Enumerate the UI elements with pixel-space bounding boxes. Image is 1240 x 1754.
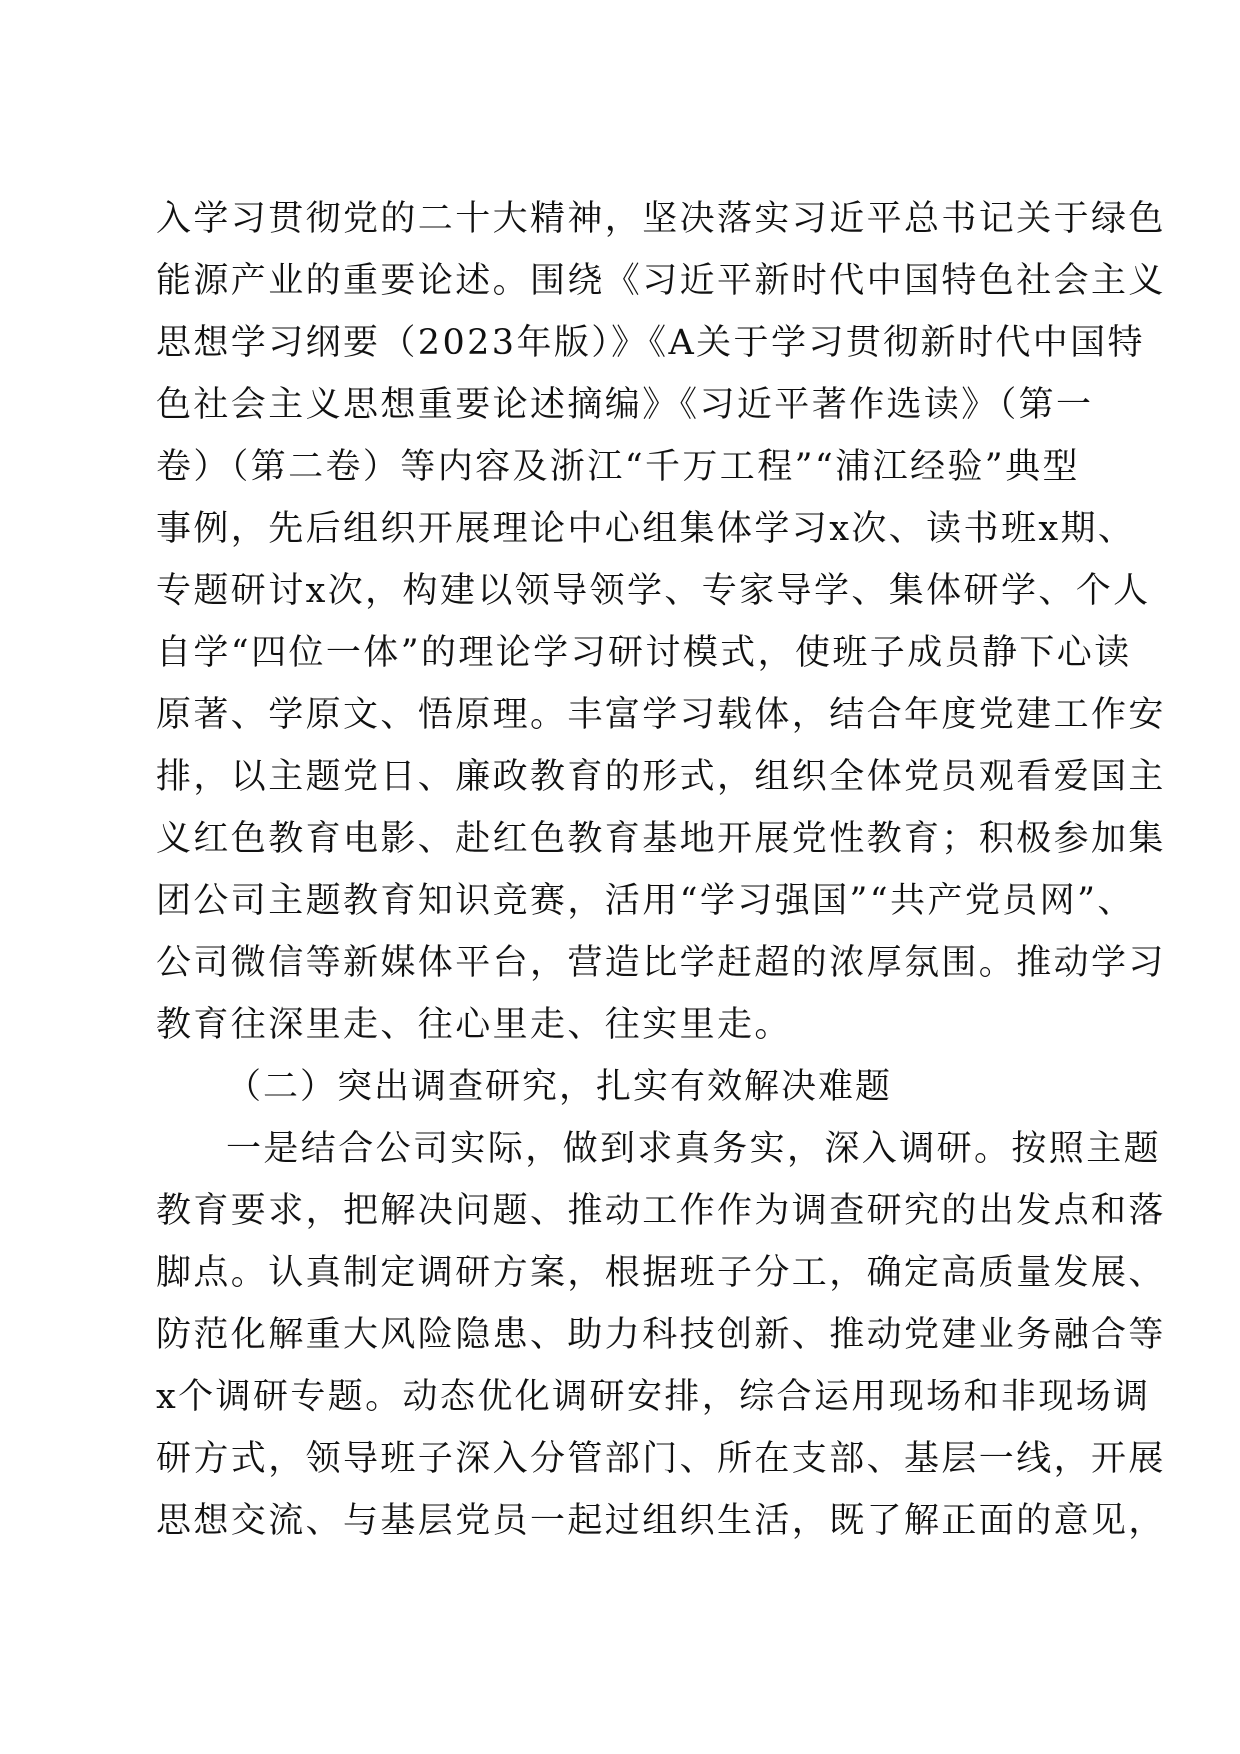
- text-line: 入学习贯彻党的二十大精神，坚决落实习近平总书记关于绿色: [156, 199, 1166, 239]
- text-line: 教育要求，把解决问题、推动工作作为调查研究的出发点和落: [156, 1191, 1166, 1231]
- text-line: 防范化解重大风险隐患、助力科技创新、推动党建业务融合等: [156, 1315, 1166, 1355]
- text-line: 能源产业的重要论述。围绕《习近平新时代中国特色社会主义: [156, 261, 1166, 301]
- text-line: 专题研讨x次，构建以领导领学、专家导学、集体研学、个人: [156, 571, 1151, 611]
- document-body: [156, 188, 1166, 1552]
- text-line: 自学“四位一体”的理论学习研讨模式，使班子成员静下心读: [156, 633, 1132, 673]
- text-line: 原著、学原文、悟原理。丰富学习载体，结合年度党建工作安: [156, 695, 1166, 735]
- text-line: 色社会主义思想重要论述摘编》《习近平著作选读》（第一: [156, 385, 1094, 425]
- text-line: 研方式，领导班子深入分管部门、所在支部、基层一线，开展: [156, 1439, 1166, 1479]
- text-line: x个调研专题。动态优化调研安排，综合运用现场和非现场调: [156, 1377, 1151, 1417]
- text-line: 排，以主题党日、廉政教育的形式，组织全体党员观看爱国主: [156, 757, 1166, 797]
- section-heading: （二）突出调查研究，扎实有效解决难题: [226, 1067, 893, 1107]
- text-line: 卷）（第二卷）等内容及浙江“千万工程”“浦江经验”典型: [156, 447, 1080, 487]
- text-line: 思想交流、与基层党员一起过组织生活，既了解正面的意见，: [156, 1501, 1166, 1541]
- text-line: 团公司主题教育知识竞赛，活用“学习强国”“共产党员网”、: [156, 881, 1135, 921]
- text-line: 义红色教育电影、赴红色教育基地开展党性教育；积极参加集: [156, 819, 1166, 859]
- text-line: 教育往深里走、往心里走、往实里走。: [156, 1005, 792, 1045]
- text-line: 脚点。认真制定调研方案，根据班子分工，确定高质量发展、: [156, 1253, 1166, 1293]
- text-line: 思想学习纲要（2023年版）》《A关于学习贯彻新时代中国特: [156, 323, 1145, 363]
- text-line: 公司微信等新媒体平台，营造比学赶超的浓厚氛围。推动学习: [156, 943, 1166, 983]
- text-line: 事例，先后组织开展理论中心组集体学习x次、读书班x期、: [156, 509, 1136, 549]
- text-line: 一是结合公司实际，做到求真务实，深入调研。按照主题: [226, 1129, 1162, 1169]
